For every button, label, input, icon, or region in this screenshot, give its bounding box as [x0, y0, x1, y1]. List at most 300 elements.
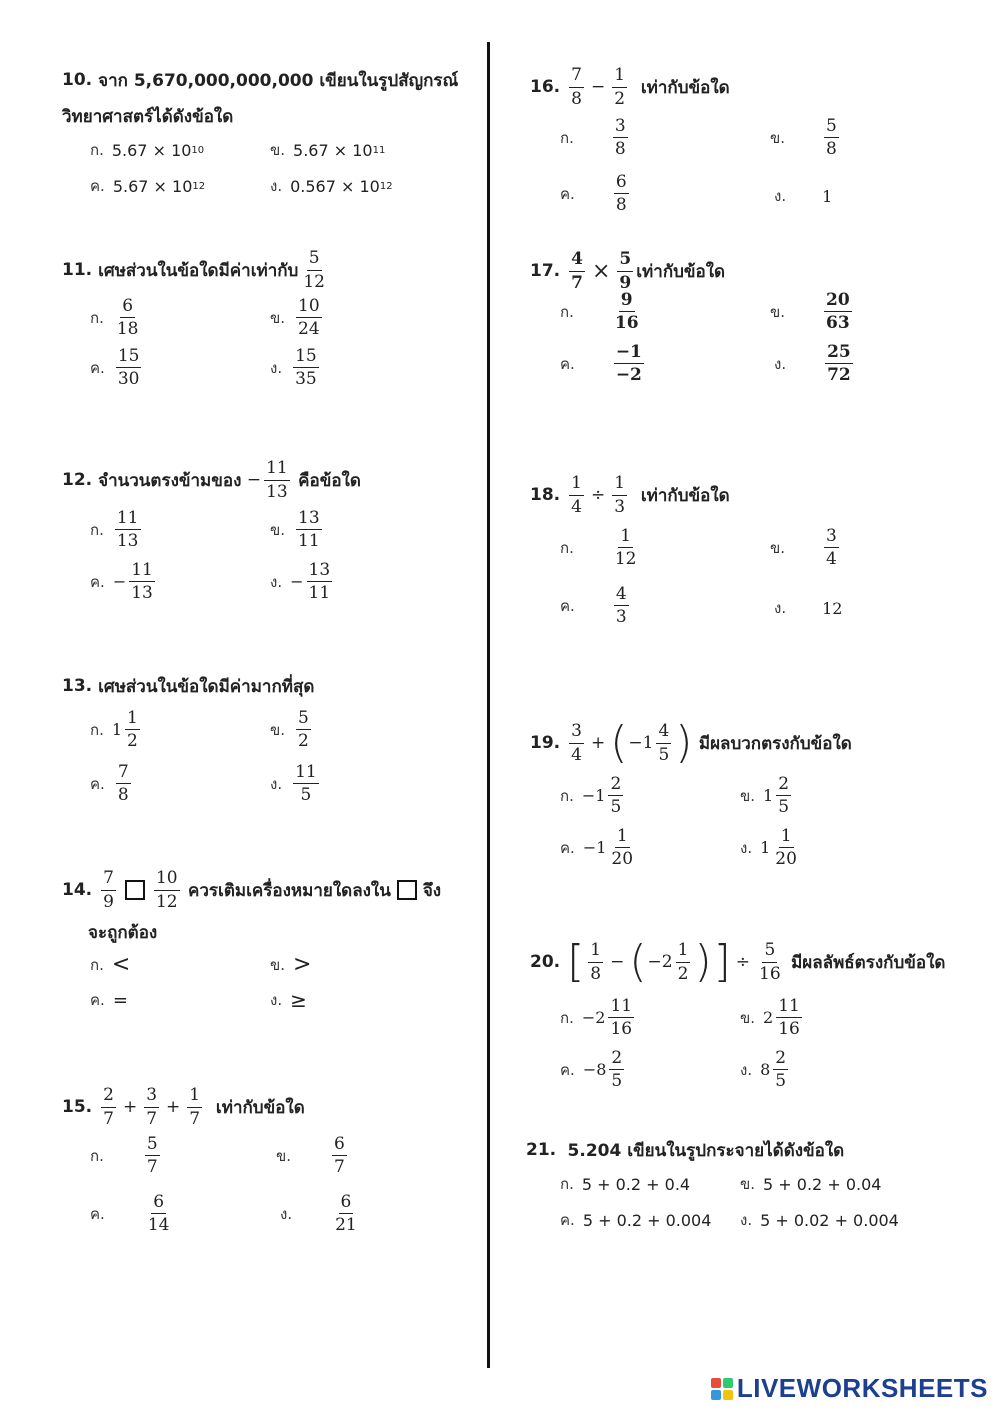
fraction — [773, 826, 799, 870]
fraction — [613, 290, 641, 334]
math-text: − — [610, 952, 625, 972]
math-text: − — [582, 1060, 597, 1080]
math-text: 16 — [610, 1019, 633, 1040]
option-c[interactable] — [560, 172, 632, 216]
math-text: 9 — [103, 891, 114, 912]
math-text: 5 + 0.2 + 0.004 — [582, 1210, 712, 1230]
option-b[interactable] — [770, 526, 842, 570]
fraction — [116, 762, 131, 806]
math-text: 3 — [144, 1085, 159, 1107]
option-label: ก. — [560, 302, 574, 321]
option-label: ง. — [774, 599, 787, 617]
option-a[interactable] — [560, 1172, 690, 1196]
math-text: 11 — [264, 458, 290, 480]
option-label: ง. — [740, 838, 753, 857]
math-text: 16. — [530, 77, 561, 97]
option-b[interactable] — [276, 1134, 350, 1178]
math-text: 30 — [117, 369, 140, 390]
option-label: ก. — [90, 308, 104, 327]
math-text: 7 — [569, 65, 584, 87]
fraction — [612, 65, 627, 109]
math-text: 11 — [129, 560, 155, 582]
math-text: 7 — [101, 868, 116, 890]
fraction — [612, 473, 627, 517]
math-text: เท่ากับข้อใด — [640, 77, 730, 98]
math-text: 8 — [596, 1060, 607, 1080]
fraction — [773, 1048, 788, 1092]
option-a[interactable] — [90, 508, 144, 552]
math-text: 72 — [827, 365, 851, 386]
question-21 — [526, 1132, 899, 1244]
math-text: 1 — [569, 473, 584, 495]
option-b[interactable] — [770, 116, 842, 160]
option-b[interactable] — [270, 952, 311, 977]
math-text: 2 — [773, 1048, 788, 1070]
fraction — [825, 342, 853, 386]
option-a[interactable] — [560, 774, 626, 818]
math-text: 63 — [826, 313, 850, 334]
option-label: ข. — [770, 302, 786, 321]
fraction — [613, 526, 639, 570]
fraction — [264, 458, 290, 502]
option-c[interactable] — [90, 346, 144, 390]
option-d[interactable] — [774, 184, 832, 208]
math-text: 9 — [619, 272, 632, 293]
math-text: −2 — [615, 365, 642, 386]
math-text: 5.67 × 10 — [111, 140, 192, 160]
math-text: 7 — [103, 1108, 114, 1129]
option-label: ค. — [90, 774, 105, 793]
math-text: ≥ — [290, 988, 307, 1012]
math-text: 5 — [617, 249, 633, 271]
math-text: 1 — [111, 720, 123, 740]
option-label: ก. — [560, 128, 574, 147]
option-label: ข. — [740, 1175, 756, 1193]
option-c[interactable] — [90, 988, 128, 1012]
math-text: 2 — [298, 731, 309, 752]
math-text: 1 — [760, 838, 771, 858]
math-text: 5.67 × 10 — [293, 140, 373, 160]
option-d[interactable] — [740, 1208, 899, 1232]
math-text: 16 — [778, 1019, 800, 1040]
fraction — [129, 560, 155, 604]
option-d[interactable] — [270, 560, 335, 604]
math-text: 3 — [569, 721, 584, 743]
fraction — [125, 708, 140, 752]
math-text: 12 — [379, 180, 393, 192]
option-label: ข. — [740, 1008, 756, 1027]
fraction — [115, 508, 141, 552]
math-text: คือข้อใด — [298, 470, 361, 491]
option-label: ข. — [740, 786, 756, 805]
fraction — [307, 560, 333, 604]
math-text: − — [628, 733, 643, 753]
fraction — [115, 296, 141, 340]
math-text: 2 — [608, 774, 623, 796]
math-text: − — [290, 572, 304, 592]
math-text: 6 — [120, 296, 135, 318]
option-b[interactable] — [270, 296, 325, 340]
math-text: > — [293, 952, 312, 977]
math-text: 11 — [776, 996, 802, 1018]
math-text: 5 — [824, 116, 839, 138]
math-text: 11 — [298, 531, 320, 552]
option-c[interactable] — [560, 1208, 711, 1232]
option-label: ก. — [90, 955, 104, 974]
option-label: ก. — [90, 141, 104, 159]
option-d[interactable] — [740, 1048, 791, 1092]
math-text: เท่ากับข้อใด — [640, 485, 730, 506]
option-c[interactable] — [560, 826, 638, 870]
fraction — [614, 342, 644, 386]
option-label: ง. — [270, 177, 283, 195]
option-label: ก. — [560, 1175, 574, 1193]
math-text: 6 — [332, 1134, 347, 1156]
option-c[interactable] — [90, 762, 134, 806]
math-text: 2 — [609, 1048, 624, 1070]
option-b[interactable] — [740, 774, 794, 818]
option-a[interactable] — [560, 290, 644, 334]
math-text: 8 — [615, 195, 627, 216]
option-label: ก. — [560, 786, 574, 805]
math-text: เท่ากับข้อใด — [636, 261, 726, 282]
fraction — [569, 473, 584, 517]
math-text: 2 — [101, 1085, 116, 1107]
math-text: 10 — [191, 144, 205, 156]
math-text: − — [581, 1008, 596, 1028]
math-text: ) — [675, 717, 693, 768]
math-text: เศษส่วนในข้อใดมีค่ามากที่สุด — [98, 676, 315, 697]
option-label: ค. — [560, 184, 575, 203]
math-text: 1 — [642, 733, 654, 753]
math-text: 10 — [296, 296, 322, 318]
option-label: ค. — [90, 1204, 105, 1223]
question-number: 10. — [62, 70, 93, 90]
option-label: ง. — [774, 354, 787, 373]
math-text: 8 — [614, 139, 626, 160]
math-text: 12. — [62, 470, 93, 490]
logo-text: LIVEWORKSHEETS — [736, 1373, 988, 1403]
question-18 — [530, 470, 843, 636]
option-a[interactable] — [90, 708, 143, 752]
option-label: ค. — [90, 572, 105, 591]
math-text: 2 — [661, 952, 673, 972]
option-label: ข. — [770, 128, 786, 147]
option-d[interactable] — [270, 346, 322, 390]
fraction — [617, 249, 633, 293]
math-text: 5 — [296, 708, 311, 730]
math-text: 7 — [116, 762, 131, 784]
math-text: 5 — [775, 1071, 787, 1092]
math-text: 8 — [826, 139, 837, 160]
fraction — [824, 526, 839, 570]
math-text: 11 — [608, 996, 634, 1018]
option-label: ง. — [270, 358, 283, 377]
option-label: ง. — [774, 187, 787, 205]
math-text: 13 — [116, 531, 139, 552]
math-text: 25 — [825, 342, 853, 364]
math-text: 8 — [590, 963, 602, 984]
math-text: ( — [629, 936, 647, 987]
math-text: ÷ — [590, 485, 606, 505]
fraction — [101, 868, 116, 912]
math-text: 13. — [62, 676, 93, 696]
option-d[interactable] — [280, 1192, 362, 1236]
math-text: จำนวนตรงข้ามของ — [98, 470, 242, 491]
math-text: 1 — [596, 838, 607, 858]
math-text: 4 — [614, 584, 629, 606]
math-text: 5 — [611, 1071, 623, 1092]
fraction — [569, 249, 585, 293]
option-label: ค. — [560, 354, 575, 373]
math-text: ควรเติมเครื่องหมายใดลงใน — [188, 880, 391, 901]
math-text: 5 + 0.2 + 0.04 — [763, 1174, 882, 1194]
option-b[interactable] — [770, 290, 855, 334]
option-a[interactable] — [90, 138, 204, 162]
option-label: ข. — [270, 720, 286, 739]
fraction — [757, 940, 783, 984]
math-text: 24 — [298, 319, 320, 340]
math-text: [ — [567, 936, 585, 987]
math-text: 1 — [595, 786, 606, 806]
option-label: ค. — [560, 1211, 575, 1229]
math-text: 5 — [300, 785, 312, 806]
column-divider — [487, 42, 490, 1368]
question-19 — [530, 714, 852, 882]
math-text: 16 — [759, 963, 781, 984]
option-label: ค. — [560, 1060, 575, 1079]
math-text: −1 — [614, 342, 644, 364]
option-c[interactable] — [560, 1048, 627, 1092]
fraction — [613, 116, 628, 160]
math-text: มีผลบวกตรงกับข้อใด — [698, 733, 852, 754]
math-text: 4 — [826, 549, 837, 570]
option-d[interactable] — [270, 988, 307, 1012]
math-text: 10 — [154, 868, 180, 890]
option-a[interactable] — [560, 116, 631, 160]
math-text: 11 — [308, 583, 331, 604]
option-label: ก. — [90, 720, 104, 739]
fraction — [333, 1192, 359, 1236]
math-text: 3 — [615, 607, 627, 628]
option-label: ข. — [270, 141, 286, 159]
math-text: 19. — [530, 733, 561, 753]
math-text: เท่ากับข้อใด — [215, 1097, 305, 1118]
math-text: 4 — [571, 744, 582, 765]
fraction — [301, 248, 327, 292]
fraction — [614, 172, 629, 216]
question-15 — [62, 1084, 357, 1250]
option-label: ค. — [90, 177, 105, 195]
option-a[interactable] — [90, 952, 130, 977]
option-label: ก. — [560, 1008, 574, 1027]
fraction — [332, 1134, 347, 1178]
math-text: 6 — [339, 1192, 354, 1214]
fraction — [101, 1085, 116, 1129]
option-a[interactable] — [560, 996, 637, 1040]
option-label: ก. — [90, 520, 104, 539]
math-text: จะถูกต้อง — [88, 922, 158, 943]
math-text: 4 — [656, 721, 671, 743]
question-20 — [530, 932, 945, 1102]
fraction — [609, 1048, 624, 1092]
option-label: ง. — [270, 572, 283, 591]
option-label: ง. — [740, 1060, 753, 1079]
math-text: 0.567 × 10 — [290, 176, 380, 196]
math-text: 2 — [776, 774, 791, 796]
option-label: ก. — [90, 1146, 104, 1165]
math-text: 9 — [619, 290, 635, 312]
fraction — [569, 721, 584, 765]
question-13 — [62, 668, 317, 814]
math-text: 1 — [125, 708, 140, 730]
option-label: ค. — [560, 596, 575, 615]
option-a[interactable] — [90, 296, 144, 340]
option-b[interactable] — [740, 996, 805, 1040]
math-text: 5 + 0.02 + 0.004 — [760, 1210, 899, 1230]
question-16 — [530, 62, 837, 228]
liveworksheets-logo — [711, 1373, 988, 1404]
math-text: 16 — [614, 313, 639, 334]
math-text: 1 — [612, 473, 627, 495]
math-text: 7 — [146, 1108, 158, 1129]
option-label: ข. — [770, 538, 786, 557]
math-text: 17. — [530, 261, 561, 281]
math-text: 3 — [613, 116, 628, 138]
fraction — [614, 584, 629, 628]
fraction — [146, 1192, 172, 1236]
math-text: 2 — [677, 963, 689, 984]
blank-box[interactable] — [125, 880, 145, 900]
math-text: − — [590, 77, 606, 97]
fraction — [656, 721, 671, 765]
math-text: 11 — [293, 762, 319, 784]
math-text: − — [582, 838, 597, 858]
math-text: 11 — [372, 144, 386, 156]
option-b[interactable] — [740, 1172, 881, 1196]
fraction — [144, 1085, 159, 1129]
math-text: 7 — [571, 272, 583, 293]
option-d[interactable] — [774, 596, 842, 620]
math-text: 20 — [775, 849, 797, 870]
option-d[interactable] — [740, 826, 802, 870]
math-text: − — [647, 952, 662, 972]
question-12 — [62, 458, 361, 606]
fraction — [608, 996, 634, 1040]
fraction — [824, 290, 852, 334]
math-text: มีผลลัพธ์ตรงกับข้อใด — [791, 952, 946, 973]
math-text: ) — [694, 936, 712, 987]
fraction — [296, 296, 322, 340]
math-text: 1 — [615, 826, 630, 848]
option-d[interactable] — [270, 174, 393, 198]
option-label: ข. — [270, 955, 286, 974]
math-text: 4 — [569, 249, 585, 271]
option-d[interactable] — [774, 342, 856, 386]
question-14 — [62, 866, 441, 1026]
question-10 — [62, 62, 458, 210]
math-text: 7 — [189, 1108, 201, 1129]
math-text: 1 — [588, 940, 603, 962]
option-b[interactable] — [270, 138, 385, 162]
math-text: 13 — [131, 583, 153, 604]
option-a[interactable] — [560, 526, 642, 570]
math-text: − — [246, 470, 262, 490]
math-text: ÷ — [735, 952, 751, 972]
option-b[interactable] — [270, 508, 325, 552]
math-text: 5.67 × 10 — [112, 176, 193, 196]
math-text: + — [122, 1097, 138, 1117]
option-c[interactable] — [90, 560, 158, 604]
math-text: 1 — [822, 186, 833, 206]
math-text: 21 — [335, 1215, 357, 1236]
option-c[interactable] — [560, 342, 647, 386]
fraction — [116, 346, 142, 390]
math-text: 7 — [334, 1157, 345, 1178]
math-text: 1 — [187, 1085, 202, 1107]
option-c[interactable] — [90, 174, 205, 198]
math-text: × — [591, 258, 611, 284]
math-text: 5 — [762, 940, 777, 962]
math-text: 20 — [824, 290, 852, 312]
math-text: 18. — [530, 485, 561, 505]
math-text: จึง — [422, 880, 442, 901]
math-text: = — [112, 989, 128, 1011]
math-text: 11. — [62, 260, 93, 280]
fraction — [569, 65, 584, 109]
math-text: 20 — [611, 849, 634, 870]
option-label: ก. — [560, 538, 574, 557]
option-label: ข. — [270, 520, 286, 539]
math-text: 3 — [824, 526, 839, 548]
fraction — [154, 868, 180, 912]
fraction — [296, 508, 322, 552]
option-label: ข. — [270, 308, 286, 327]
option-label: ค. — [560, 838, 575, 857]
math-text: 13 — [296, 508, 322, 530]
fraction — [296, 708, 311, 752]
math-text: 1 — [779, 826, 794, 848]
math-text: 13 — [307, 560, 333, 582]
option-d[interactable] — [270, 762, 322, 806]
math-text: 3 — [614, 496, 626, 517]
math-text: 18 — [116, 319, 139, 340]
fraction — [187, 1085, 202, 1129]
fraction — [609, 826, 635, 870]
math-text: + — [166, 1097, 181, 1117]
math-text: 15 — [293, 346, 319, 368]
option-c[interactable] — [560, 584, 632, 628]
math-text: 14 — [147, 1215, 170, 1236]
math-text: ] — [713, 936, 731, 987]
option-b[interactable] — [270, 708, 314, 752]
math-text: 6 — [614, 172, 629, 194]
math-text: − — [112, 572, 127, 592]
math-text: + — [590, 733, 606, 753]
option-a[interactable] — [90, 1134, 163, 1178]
math-text: 12 — [155, 891, 178, 912]
math-text: 1 — [676, 940, 691, 962]
math-text: 21. — [526, 1140, 557, 1160]
math-text: < — [111, 952, 131, 977]
logo-icon — [711, 1378, 733, 1400]
math-text: 8 — [760, 1060, 771, 1080]
question-11 — [62, 248, 330, 396]
option-label: ง. — [270, 991, 283, 1009]
math-text: 6 — [151, 1192, 166, 1214]
option-c[interactable] — [90, 1192, 174, 1236]
fraction — [293, 762, 319, 806]
